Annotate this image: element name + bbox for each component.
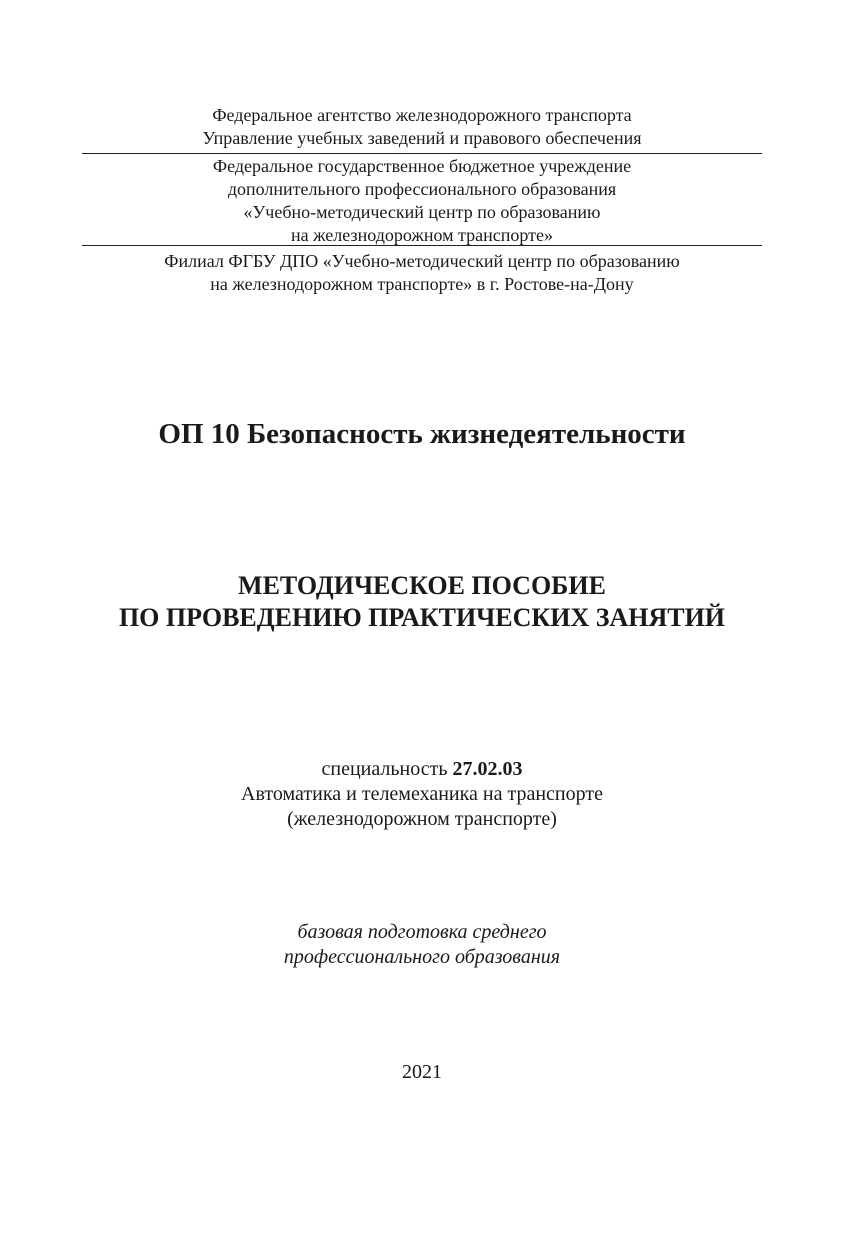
training-level [82,920,762,970]
subject-title: ОП 10 Безопасность жизнедеятельности [158,418,686,450]
specialty-name-line: (железнодорожном транспорте) [287,808,557,830]
branch-line: на железнодорожном транспорте» в г. Ростове-на-Дону [210,274,634,294]
header-divider [82,153,762,154]
document-title-line: ПО ПРОВЕДЕНИЮ ПРАКТИЧЕСКИХ ЗАНЯТИЙ [118,603,726,632]
specialty-name-line: Автоматика и телемеханика на транспорте [241,783,603,805]
branch-line: Филиал ФГБУ ДПО «Учебно-методический центр по образованию [164,251,680,271]
agency-line: Федеральное агентство железнодорожного транспорта [212,105,632,125]
agency-department-line: Управление учебных заведений и правового обеспечения [202,128,642,148]
header-divider [82,245,762,246]
institution-header [82,155,762,247]
specialty-code: 27.02.03 [452,758,523,780]
training-level-line: профессионального образования [283,946,561,968]
institution-line: Федеральное государственное бюджетное учреждение [212,156,632,176]
specialty-prefix: специальность [321,758,453,780]
institution-line: дополнительного профессионального образования [227,179,617,199]
institution-line: «Учебно-методический центр по образованию [243,202,601,222]
document-title [82,570,762,634]
specialty-block [82,757,762,832]
publication-year: 2021 [402,1061,442,1083]
training-level-line: базовая подготовка среднего [297,921,547,943]
agency-header [82,104,762,150]
document-title-line: МЕТОДИЧЕСКОЕ ПОСОБИЕ [238,571,606,600]
specialty-line [82,757,762,782]
institution-line: на железнодорожном транспорте» [290,225,553,245]
branch-header [82,250,762,296]
